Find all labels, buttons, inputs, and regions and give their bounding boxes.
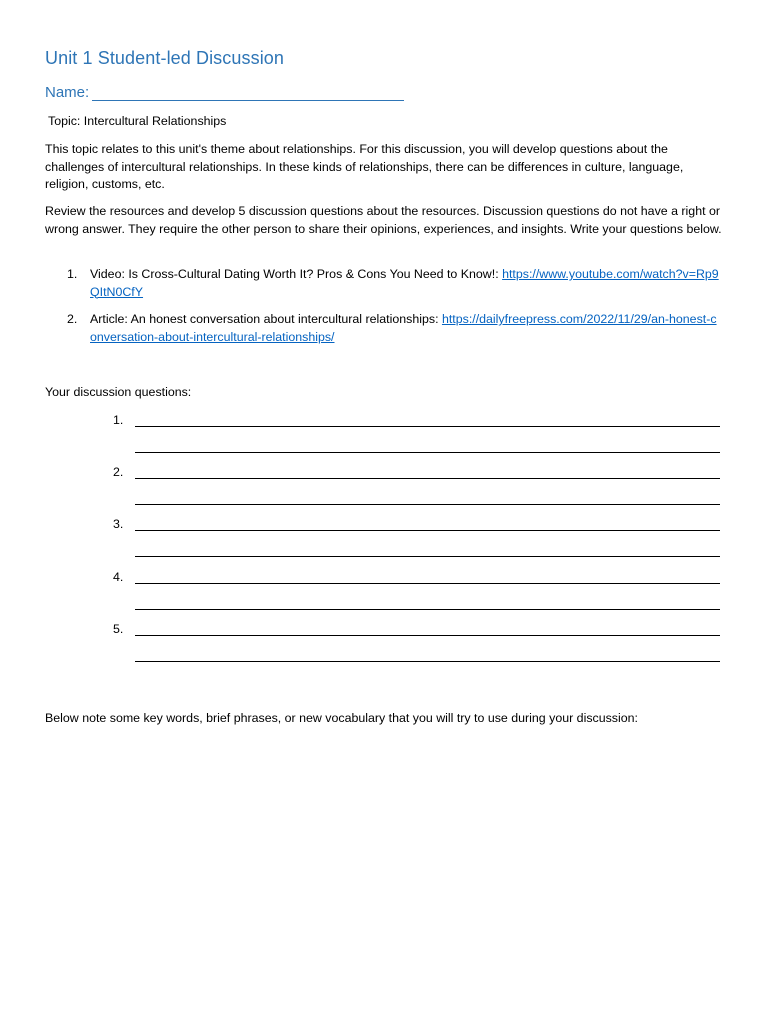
vocabulary-prompt: Below note some key words, brief phrases, or new vocabulary that you will try to use during your discussion: [45, 711, 638, 725]
question-item [45, 412, 720, 464]
resource-link[interactable]: https://dailyfreepress.com/2022/11/29/an-honest-conversation-about-intercultural-relationships/ [90, 312, 717, 344]
question-number: 3. [113, 517, 124, 532]
intro-paragraph: This topic relates to this unit's theme about relationships. For this discussion, you will develop questions about the challenges of intercultural relationships. In these kinds of relationships, there can be differences in culture, language, religion, customs, etc. [45, 142, 684, 191]
answer-line[interactable] [135, 530, 720, 531]
answer-line[interactable] [135, 661, 720, 662]
answer-line[interactable] [135, 609, 720, 610]
name-label: Name: [45, 84, 90, 101]
question-number: 4. [113, 569, 124, 584]
instructions-paragraph: Review the resources and develop 5 discussion questions about the resources. Discussion questions do not have a right or wrong answer. They require the other person to share their opinions, experiences, and insights. Write your questions below. [45, 204, 722, 236]
question-item [45, 621, 720, 673]
answer-line[interactable] [135, 504, 720, 505]
answer-line[interactable] [135, 583, 720, 584]
question-list [45, 412, 720, 673]
resource-item-article [45, 311, 723, 346]
resource-link[interactable]: https://www.youtube.com/watch?v=Rp9QItN0CfY [90, 267, 719, 299]
question-number: 1. [113, 413, 124, 427]
resource-list [45, 266, 723, 356]
answer-line[interactable] [135, 452, 720, 453]
answer-line[interactable] [135, 426, 720, 427]
question-number: 5. [113, 621, 124, 636]
answer-line[interactable] [135, 635, 720, 636]
name-field [45, 84, 404, 101]
answer-line[interactable] [135, 478, 720, 479]
topic-line: Topic: Intercultural Relationships [48, 114, 227, 128]
question-item [45, 516, 720, 568]
resource-number: 1. [67, 267, 78, 281]
resource-label: Video: Is Cross-Cultural Dating Worth It? Pros & Cons You Need to Know!: [90, 267, 503, 281]
name-blank-line[interactable] [92, 84, 404, 101]
question-item [45, 464, 720, 516]
resource-number: 2. [67, 312, 78, 326]
question-item [45, 569, 720, 621]
document-title: Unit 1 Student-led Discussion [45, 48, 285, 68]
questions-heading: Your discussion questions: [45, 385, 192, 399]
question-number: 2. [113, 465, 124, 480]
resource-label: Article: An honest conversation about intercultural relationships: [90, 312, 442, 326]
resource-item-video [45, 266, 723, 301]
answer-line[interactable] [135, 556, 720, 557]
